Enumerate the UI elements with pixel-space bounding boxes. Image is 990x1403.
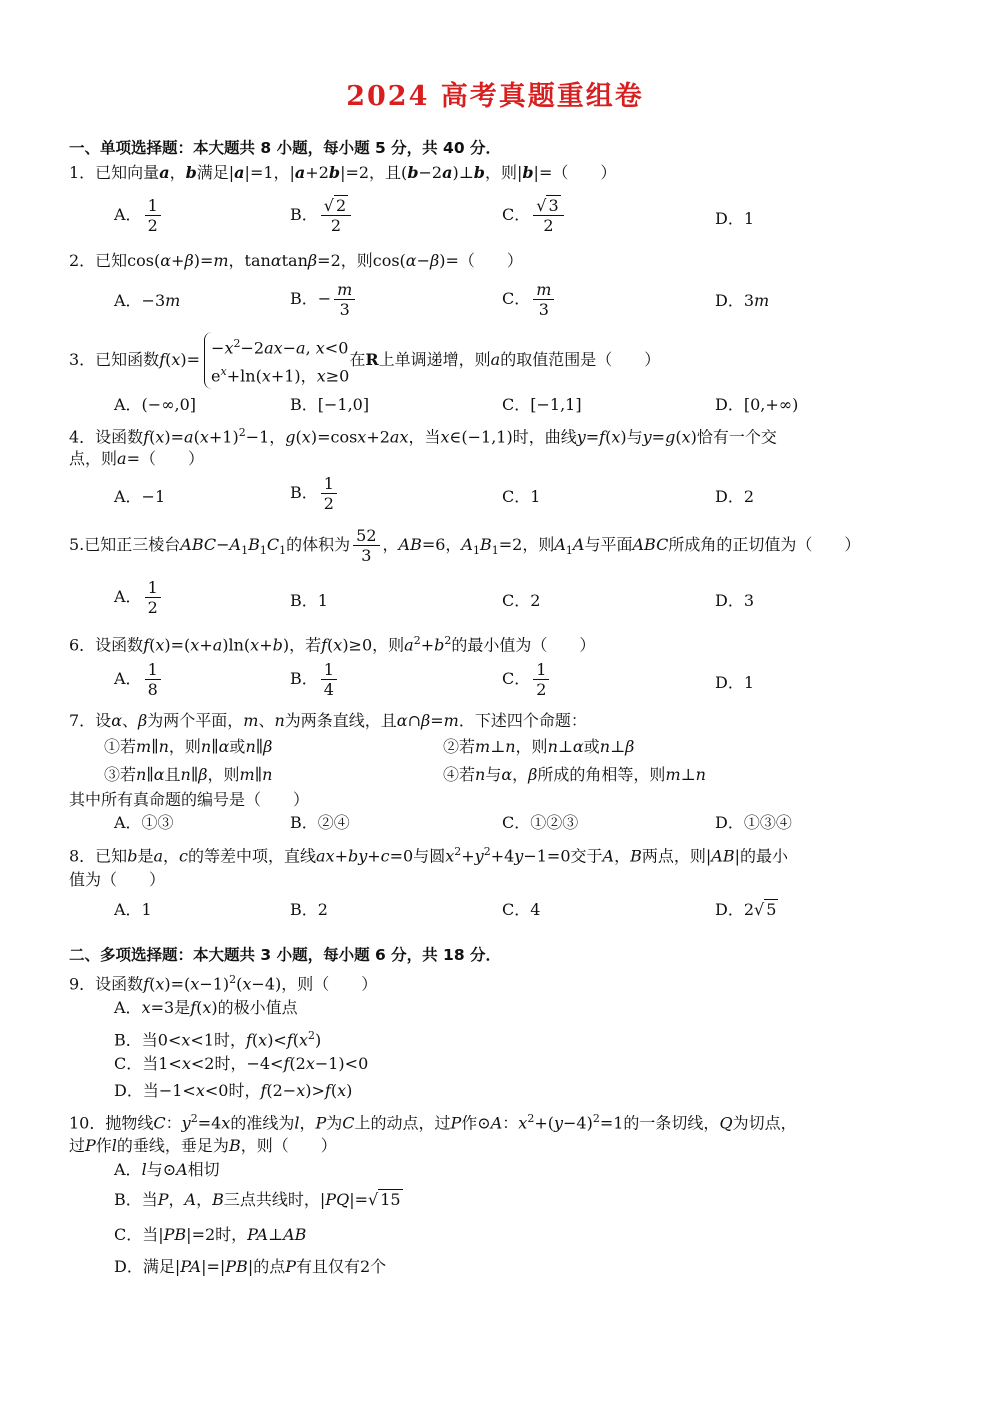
question-5-stem: 5.已知正三棱台$ABC-A_1B_1C_1$的体积为 $\frac{52}{3}$ ，AB=6，$A_1B_1=2$，则$A_1A$与平面ABC所成角的正切值为（ ）	[69, 526, 861, 565]
question-7-option-c[interactable]: C．①②③	[502, 813, 579, 832]
question-3-stem: 3．已知函数f(x)= $-x^2-2ax-a$, x<0 $e^x+\ln(x+1)$，x≥0 在R上单调递增，则a的取值范围是（ ）	[69, 332, 660, 389]
question-2-option-a[interactable]: A．−3m	[114, 291, 181, 310]
question-2-option-d[interactable]: D．3m	[715, 291, 770, 310]
section-heading-single-choice: 一、单项选择题：本大题共 8 小题，每小题 5 分，共 40 分．	[69, 139, 502, 157]
question-7-proposition-3: ③若n∥α且n∥β，则m∥n	[104, 765, 273, 784]
question-9-option-a[interactable]: A．x=3是f(x)的极小值点	[114, 998, 298, 1017]
question-10-option-d[interactable]: D．满足|PA|=|PB|的点P有且仅有2个	[114, 1257, 387, 1276]
question-10-option-a[interactable]: A．l与⊙A相切	[114, 1160, 220, 1179]
question-10-stem-line-1: 10．抛物线C：$y^2=4x$的准线为l，P为C上的动点，过P作⊙A：$x^2+(y-4)^2=1$的一条切线，Q为切点，	[69, 1112, 797, 1133]
question-9-option-b[interactable]: B．当0<x<1时，$f(x)<f(x^2)$	[114, 1029, 322, 1050]
question-7-option-b[interactable]: B．②④	[290, 813, 350, 832]
question-5-option-a[interactable]: A． $\frac{1}{2}$	[114, 578, 164, 617]
question-4-option-a[interactable]: A．−1	[114, 487, 166, 506]
question-8-option-d[interactable]: D．2√ 5	[715, 900, 777, 919]
section-heading-multi-choice: 二、多项选择题：本大题共 3 小题，每小题 6 分，共 18 分．	[69, 946, 502, 964]
question-7-proposition-1: ①若m∥n，则n∥α或n∥β	[104, 737, 273, 756]
question-5-option-b[interactable]: B．1	[290, 591, 328, 610]
question-3-option-a[interactable]: A．(−∞,0]	[114, 395, 197, 414]
question-4-option-d[interactable]: D．2	[715, 487, 755, 506]
question-6-option-b[interactable]: B． $\frac{1}{4}$	[290, 660, 340, 699]
question-9-stem: 9．设函数$f(x)=(x-1)^2(x-4)$，则（ ）	[69, 973, 378, 994]
question-7-proposition-4: ④若n与α，β所成的角相等，则m⊥n	[443, 765, 706, 784]
question-6-stem: 6．设函数f(x)=(x+a)ln(x+b)，若f(x)≥0，则$a^2+b^2$的最小值为（ ）	[69, 634, 596, 655]
question-4-option-b[interactable]: B． $\frac{1}{2}$	[290, 474, 340, 513]
question-10-option-b[interactable]: B．当P，A，B三点共线时，|PQ|=√ 15	[114, 1190, 401, 1209]
question-1-stem: 1．已知向量a，b满足|a|=1，|a+2b|=2，且(b−2a)⊥b，则|b|=（ ）	[69, 163, 617, 182]
question-7-ask: 其中所有真命题的编号是（ ）	[69, 790, 310, 809]
question-8-stem-line-1: 8．已知b是a，c的等差中项，直线ax+by+c=0与圆$x^2+y^2+4y-1=0$交于A，B两点，则|AB|的最小	[69, 845, 788, 866]
question-9-option-d[interactable]: D．当−1<x<0时，f(2−x)>f(x)	[114, 1081, 353, 1100]
question-7-option-a[interactable]: A．①③	[114, 813, 174, 832]
question-5-option-c[interactable]: C．2	[502, 591, 541, 610]
question-8-option-c[interactable]: C．4	[502, 900, 541, 919]
question-6-option-a[interactable]: A． $\frac{1}{8}$	[114, 660, 164, 699]
question-7-stem: 7．设α、β为两个平面，m、n为两条直线，且α∩β=m．下述四个命题：	[69, 711, 587, 730]
question-6-option-c[interactable]: C． $\frac{1}{2}$	[502, 660, 552, 699]
question-3-option-b[interactable]: B．[−1,0]	[290, 395, 370, 414]
question-1-option-a[interactable]: A． $\frac{1}{2}$	[114, 196, 164, 235]
question-9-option-c[interactable]: C．当1<x<2时，−4<f(2x−1)<0	[114, 1054, 369, 1073]
question-10-stem-line-2: 过P作l的垂线，垂足为B，则（ ）	[69, 1136, 337, 1155]
question-4-option-c[interactable]: C．1	[502, 487, 541, 506]
page-title: 2024 高考真题重组卷	[346, 81, 644, 112]
question-8-option-b[interactable]: B．2	[290, 900, 328, 919]
question-1-option-c[interactable]: C． $\frac{√ 3}{2}$	[502, 196, 567, 235]
question-7-proposition-2: ②若m⊥n，则n⊥α或n⊥β	[443, 737, 635, 756]
question-6-option-d[interactable]: D．1	[715, 673, 755, 692]
question-2-option-b[interactable]: B．− $\frac{m}{3}$	[290, 280, 358, 319]
question-8-option-a[interactable]: A．1	[114, 900, 152, 919]
question-2-stem: 2．已知cos(α+β)=m，tanαtanβ=2，则cos(α−β)=（ ）	[69, 251, 523, 270]
question-7-option-d[interactable]: D．①③④	[715, 813, 792, 832]
question-2-option-c[interactable]: C． $\frac{m}{3}$	[502, 280, 557, 319]
question-4-stem-line-2: 点，则a=（ ）	[69, 449, 204, 468]
question-8-stem-line-2: 值为（ ）	[69, 870, 166, 889]
question-5-option-d[interactable]: D．3	[715, 591, 755, 610]
question-1-option-d[interactable]: D．1	[715, 209, 755, 228]
question-1-option-b[interactable]: B． $\frac{√ 2}{2}$	[290, 196, 354, 235]
question-3-option-c[interactable]: C．[−1,1]	[502, 395, 582, 414]
question-3-option-d[interactable]: D．[0,+∞)	[715, 395, 799, 414]
question-4-stem-line-1: 4．设函数$f(x)=a(x+1)^2-1$，g(x)=cosx+2ax，当x∈(−1,1)时，曲线y=f(x)与y=g(x)恰有一个交	[69, 426, 777, 447]
question-10-option-c[interactable]: C．当|PB|=2时，PA⊥AB	[114, 1225, 307, 1244]
